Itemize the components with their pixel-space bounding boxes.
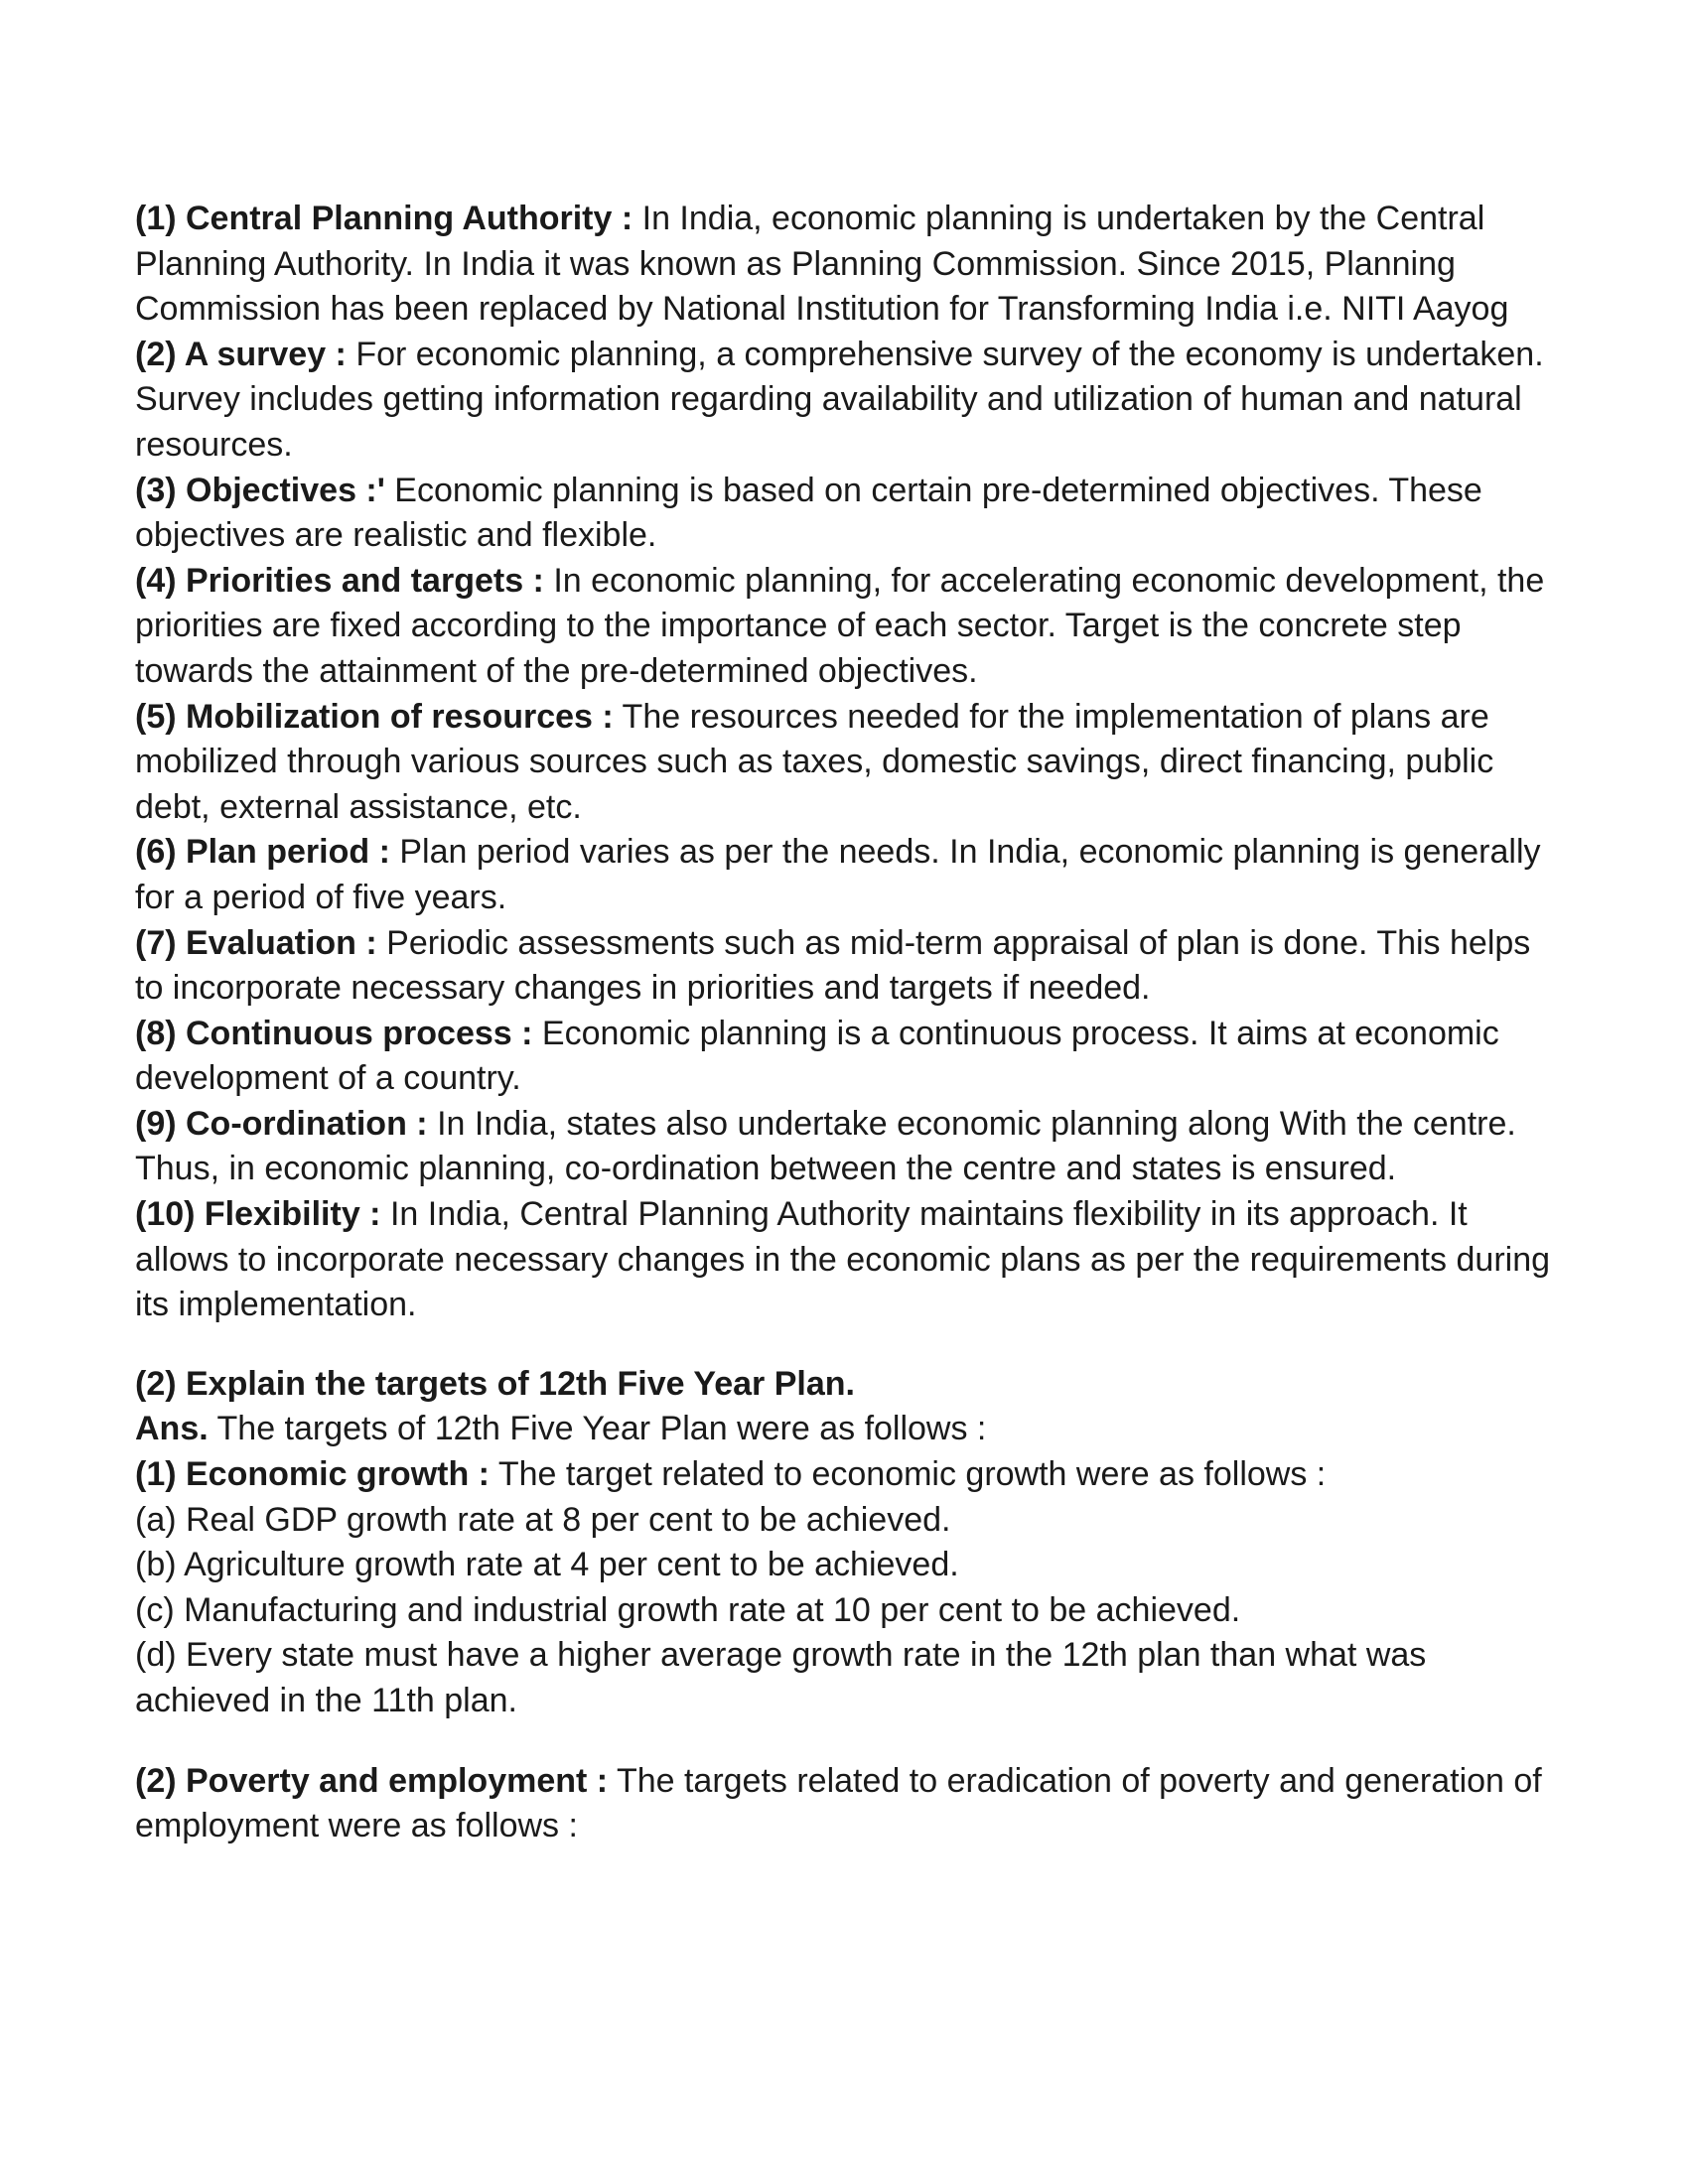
feature-paragraph [135,1012,1565,1102]
feature-heading: (8) Continuous process : [135,1014,533,1052]
feature-text: In economic planning, for accelerating economic development, the priorities are fixed according to the importance of each sector. Target is the concrete step towards the attainment of the pre-determined objectives. [135,561,1545,690]
poverty-paragraph [135,1759,1565,1849]
feature-text: In India, states also undertake economic planning along With the centre. Thus, in economic planning, co-ordination between the centre and states is ensured. [135,1104,1516,1188]
feature-heading: (10) Flexibility : [135,1195,381,1234]
feature-heading: (2) A survey : [135,335,347,373]
feature-paragraph [135,830,1565,920]
feature-heading: (7) Evaluation : [135,923,377,962]
poverty-heading: (2) Poverty and employment : [135,1761,609,1800]
growth-item: (c) Manufacturing and industrial growth rate at 10 per cent to be achieved. [135,1590,1241,1629]
feature-text: Plan period varies as per the needs. In India, economic planning is generally for a period of five years. [135,833,1541,916]
feature-text: Economic planning is based on certain pre-determined objectives. These objectives are realistic and flexible. [135,471,1482,555]
feature-text: In India, economic planning is undertaken by the Central Planning Authority. In India it was known as Planning Commission. Since 2015, Planning Commission has been replaced by National Institution for Transforming India i.e. NITI Aayog [135,200,1509,329]
feature-heading: (1) Central Planning Authority : [135,200,633,237]
feature-paragraph [135,1192,1565,1328]
answer-intro [135,1407,1565,1452]
feature-text: The resources needed for the implementation of plans are mobilized through various sources such as taxes, domestic savings, direct financing, public debt, external assistance, etc. [135,697,1494,826]
question-section [135,1362,1565,1724]
feature-heading: (9) Co-ordination : [135,1104,428,1143]
feature-paragraph [135,197,1565,333]
feature-paragraph [135,695,1565,831]
feature-paragraph [135,469,1565,559]
feature-text: Economic planning is a continuous process. It aims at economic development of a country. [135,1014,1499,1098]
question-heading [135,1362,1565,1408]
answer-label: Ans. [135,1410,209,1448]
feature-text: For economic planning, a comprehensive survey of the economy is undertaken. Survey includes getting information regarding availability and utilization of human and natural resources. [135,335,1544,464]
feature-heading: (6) Plan period : [135,833,390,872]
feature-heading: (3) Objectives :' [135,471,385,509]
growth-item: (d) Every state must have a higher average growth rate in the 12th plan than what was achieved in the 11th plan. [135,1636,1427,1719]
poverty-text: The targets related to eradication of poverty and generation of employment were as follows : [135,1761,1542,1845]
poverty-section [135,1759,1565,1849]
feature-paragraph [135,1102,1565,1192]
growth-item: (b) Agriculture growth rate at 4 per cent to be achieved. [135,1546,959,1584]
feature-heading: (4) Priorities and targets : [135,561,544,600]
feature-heading: (5) Mobilization of resources : [135,697,614,736]
growth-paragraph [135,1452,1565,1498]
document-page [135,197,1565,1849]
growth-text: The target related to economic growth were as follows : [490,1455,1327,1494]
feature-text: Periodic assessments such as mid-term appraisal of plan is done. This helps to incorporate necessary changes in priorities and targets if needed. [135,923,1531,1008]
feature-text: In India, Central Planning Authority maintains flexibility in its approach. It allows to incorporate necessary changes in the economic plans as per the requirements during its implementation. [135,1195,1551,1324]
feature-paragraph [135,921,1565,1012]
answer-intro-text: The targets of 12th Five Year Plan were as follows : [208,1410,987,1448]
feature-paragraph [135,559,1565,695]
growth-heading: (1) Economic growth : [135,1455,490,1494]
feature-paragraph [135,333,1565,469]
features-section [135,197,1565,1328]
growth-item: (a) Real GDP growth rate at 8 per cent to be achieved. [135,1500,951,1539]
question-text: (2) Explain the targets of 12th Five Year Plan. [135,1364,855,1403]
